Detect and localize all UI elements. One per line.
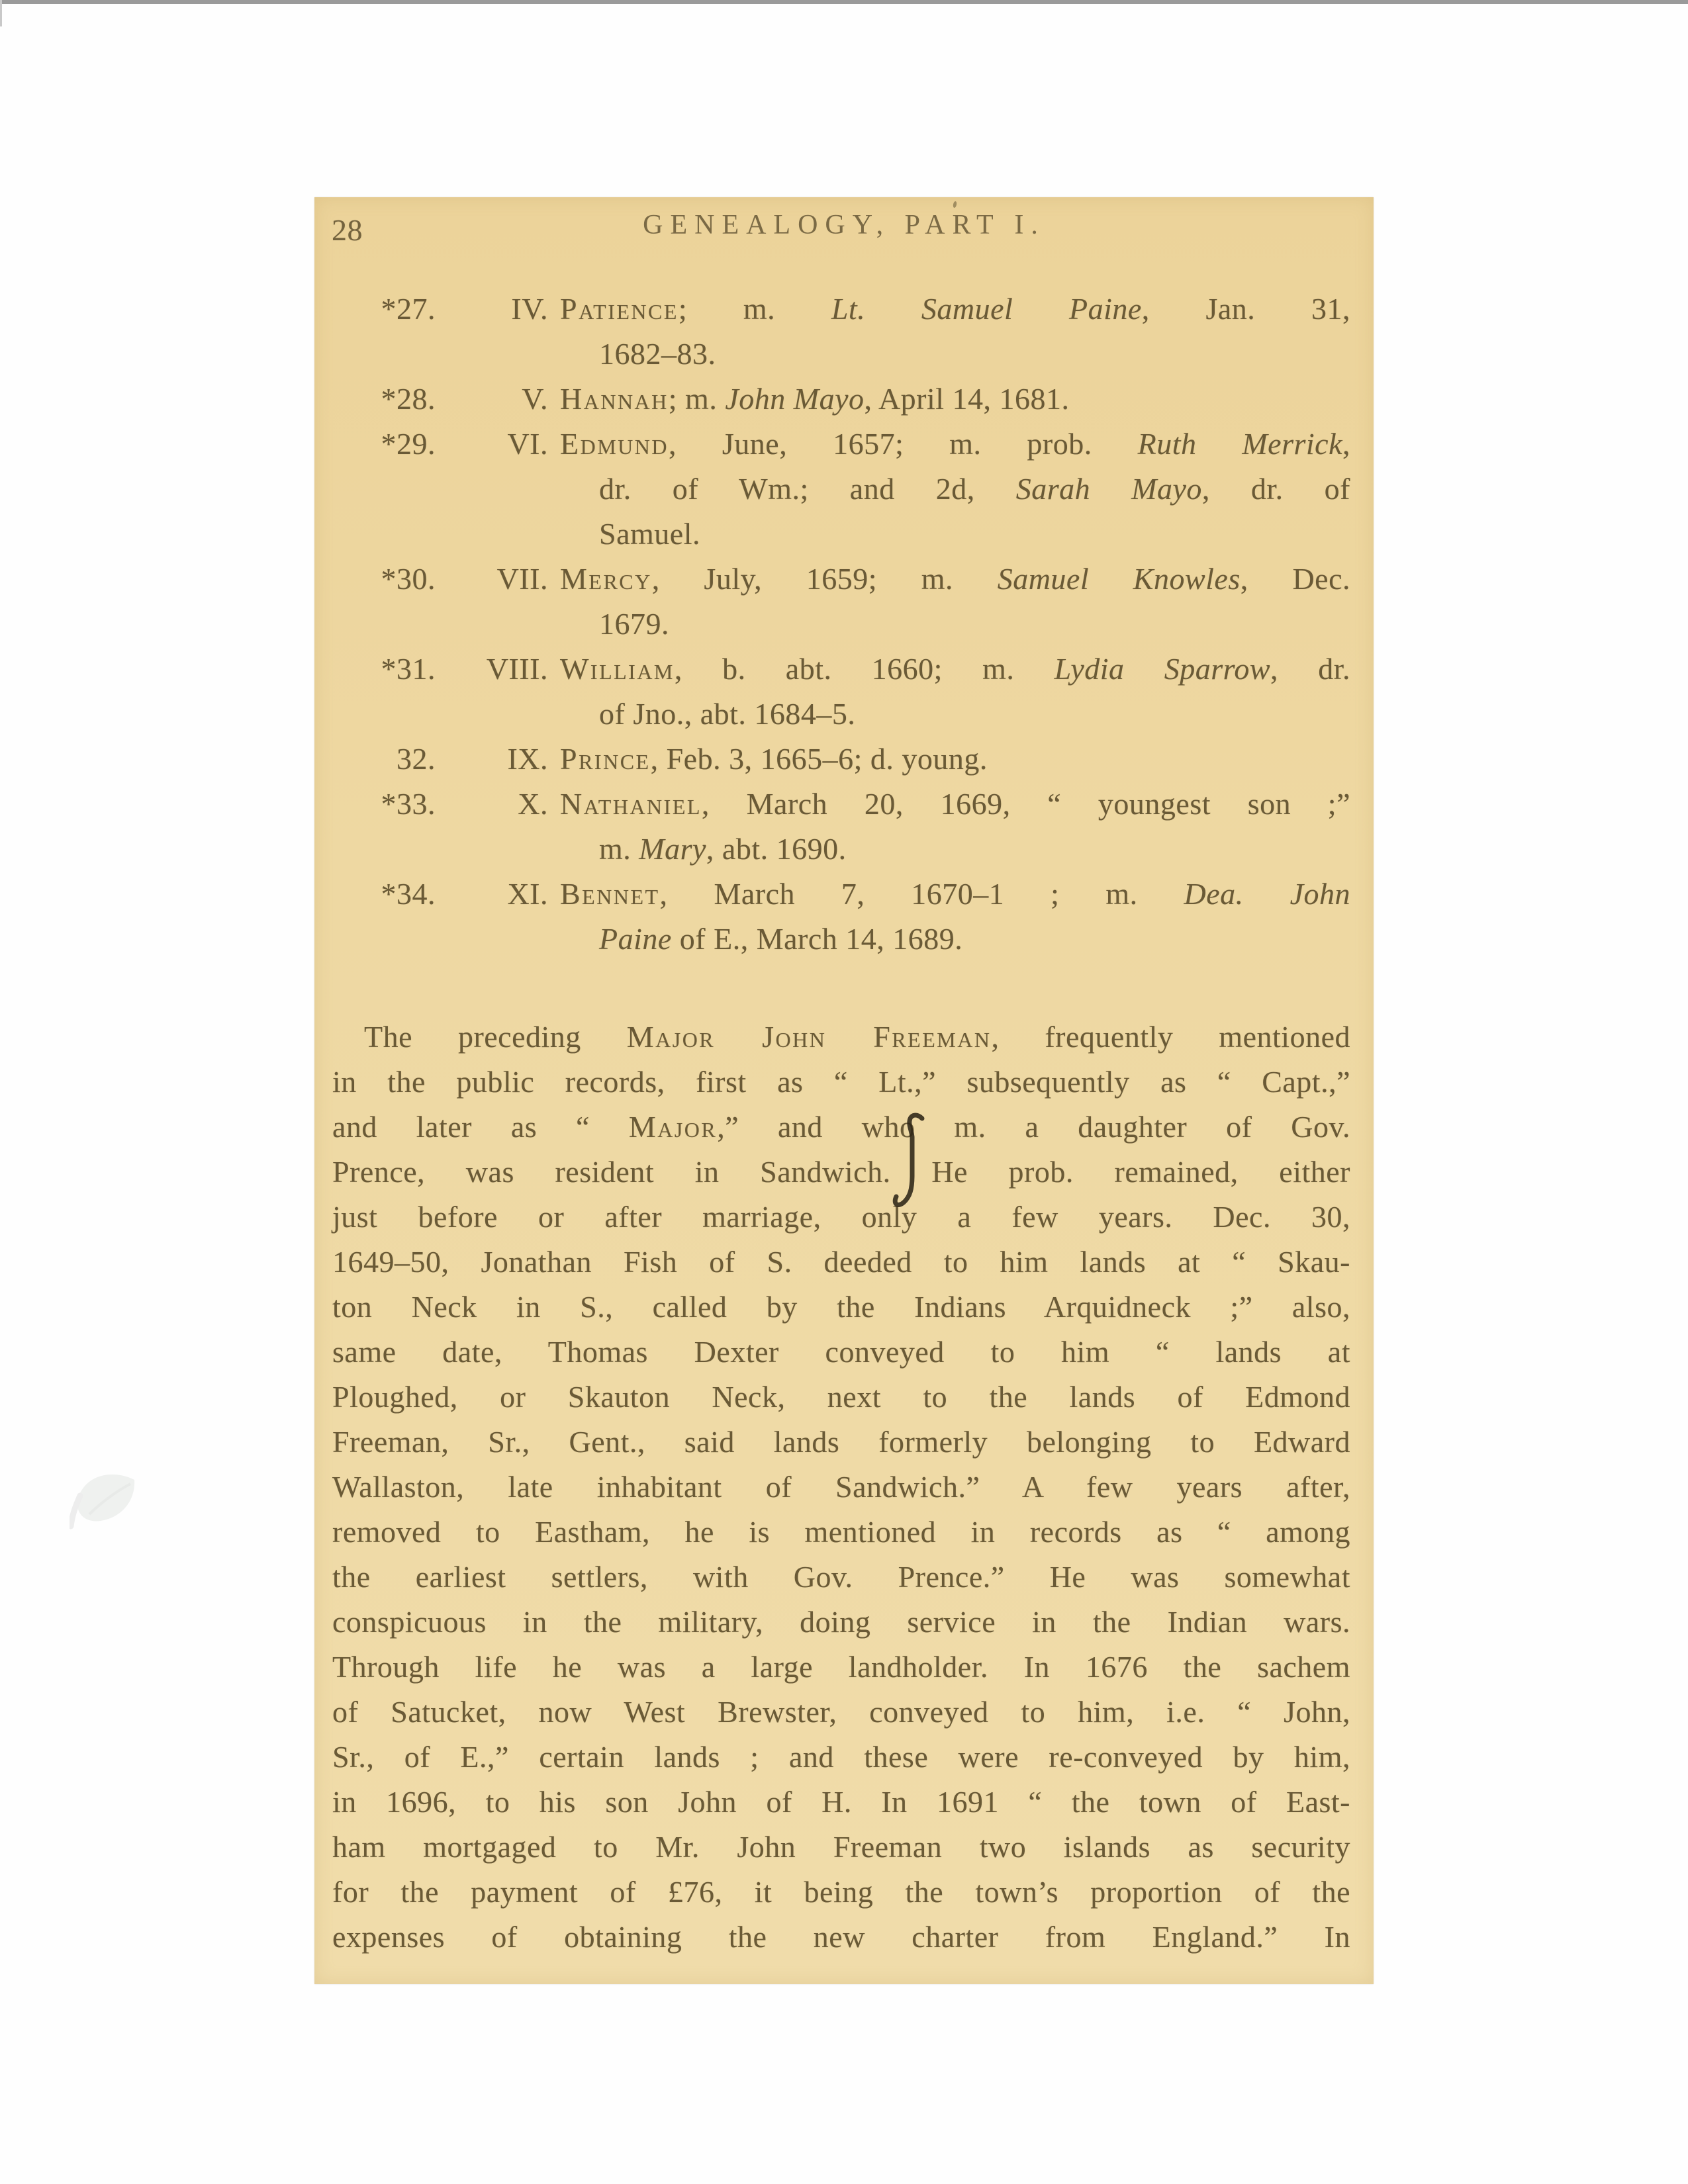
left-scan-edge-line [0, 0, 2, 26]
entry-text [560, 557, 1350, 602]
text-segment-p: for the payment of £76, it being the town’s proportion of the [332, 1875, 1350, 1909]
text-segment-sc: Edmund [560, 427, 669, 461]
text-segment-p: Freeman, Sr., Gent., said lands formerly belonging to Edward [332, 1425, 1350, 1459]
text-segment-p: of E., March 14, 1689. [671, 922, 963, 956]
text-segment-sc: Patience [560, 292, 679, 326]
text-segment-i: Samuel Knowles [997, 562, 1241, 596]
list-entry-continuation-line [599, 467, 1350, 512]
entry-text [560, 647, 1350, 692]
paragraph-line [332, 1600, 1350, 1645]
paragraph-line [332, 1015, 1350, 1060]
text-segment-p: ; m. [678, 292, 831, 326]
text-segment-p: Wallaston, late inhabitant of Sandwich.” A few years after, [332, 1470, 1350, 1504]
text-segment-sc: Prince [560, 742, 651, 776]
paragraph-line [332, 1870, 1350, 1915]
text-segment-p: expenses of obtaining the new charter from England.” In [332, 1920, 1350, 1954]
entry-roman-numeral: V. [522, 382, 548, 416]
text-segment-p: dr. of Wm.; and 2d, [599, 472, 1016, 506]
text-segment-p: , Jan. 31, [1141, 292, 1350, 326]
entry-text [560, 287, 1350, 332]
text-segment-p: Prence, was resident in Sandwich. He prob. remained, either [332, 1155, 1350, 1189]
text-segment-p: just before or after marriage, only a few years. Dec. 30, [332, 1200, 1350, 1234]
top-scan-edge-line [0, 0, 1688, 4]
text-segment-i: Lt. Samuel Paine [831, 292, 1142, 326]
text-segment-p: Sr., of E.,” certain lands ; and these were re-conveyed by him, [332, 1740, 1350, 1774]
paragraph-line [332, 1240, 1350, 1285]
page-number: 28 [332, 213, 363, 247]
text-segment-p: ton Neck in S., called by the Indians Arquidneck ;” also, [332, 1290, 1350, 1324]
paragraph-line [332, 1420, 1350, 1465]
text-segment-p: Through life he was a large landholder. In 1676 the sachem [332, 1650, 1350, 1684]
list-entry-first-line [340, 557, 1350, 602]
entry-number: *33. [381, 787, 436, 821]
text-segment-p: , June, 1657; m. prob. [669, 427, 1138, 461]
list-entry-first-line [340, 782, 1350, 827]
text-segment-sc: Major John Freeman [626, 1020, 992, 1054]
list-entry-first-line [340, 647, 1350, 692]
text-segment-p: in 1696, to his son John of H. In 1691 “ the town of East- [332, 1785, 1350, 1819]
paragraph-line [332, 1735, 1350, 1780]
entry-roman-numeral: VIII. [486, 652, 548, 686]
paragraph-line [332, 1555, 1350, 1600]
text-segment-p: , frequently mentioned [991, 1020, 1350, 1054]
text-segment-p: conspicuous in the military, doing service in the Indian wars. [332, 1605, 1350, 1639]
entry-text [560, 377, 1350, 422]
scan-page [314, 197, 1374, 1984]
text-segment-p: , March 20, 1669, “ youngest son ;” [701, 787, 1350, 821]
children-list [340, 287, 1350, 962]
paragraph-line [332, 1780, 1350, 1825]
text-segment-i: Ruth Merrick [1137, 427, 1343, 461]
ink-stroke-mark [892, 1112, 929, 1211]
text-segment-p: , [1342, 427, 1351, 461]
list-entry-continuation-line [599, 512, 1350, 557]
text-segment-p: , March 7, 1670–1 ; m. [659, 877, 1184, 911]
entry-text [560, 872, 1350, 917]
list-entry-continuation-line [599, 827, 1350, 872]
paragraph-line [332, 1915, 1350, 1960]
paragraph-line [332, 1060, 1350, 1105]
text-segment-p: , dr. of [1201, 472, 1350, 506]
list-entry-first-line [340, 422, 1350, 467]
text-segment-i: John Mayo [725, 382, 865, 416]
paragraph-line [332, 1375, 1350, 1420]
running-header: GENEALOGY, PART I. [643, 210, 1045, 240]
paragraph-line [332, 1825, 1350, 1870]
text-segment-p: The preceding [364, 1020, 627, 1054]
entry-roman-numeral: XI. [507, 877, 548, 911]
text-segment-p: of Satucket, now West Brewster, conveyed to him, i.e. “ John, [332, 1695, 1350, 1729]
list-entry-continuation-line [599, 917, 1350, 962]
paragraph-line [332, 1510, 1350, 1555]
text-segment-p: , April 14, 1681. [864, 382, 1070, 416]
paragraph-line [332, 1105, 1350, 1150]
list-entry-continuation-line [599, 332, 1350, 377]
paragraph-line [332, 1330, 1350, 1375]
entry-number: 32. [397, 742, 436, 776]
paragraph-line [332, 1690, 1350, 1735]
entry-text [560, 782, 1350, 827]
entry-roman-numeral: X. [518, 787, 548, 821]
text-segment-p: , dr. [1270, 652, 1351, 686]
text-segment-sc: Major [628, 1110, 718, 1144]
paragraph-line [332, 1150, 1350, 1195]
text-segment-p: same date, Thomas Dexter conveyed to him “ lands at [332, 1335, 1350, 1369]
text-segment-p: removed to Eastham, he is mentioned in records as “ among [332, 1515, 1350, 1549]
entry-number: *27. [381, 292, 436, 326]
text-segment-p: in the public records, first as “ Lt.,” subsequently as “ Capt.,” [332, 1065, 1350, 1099]
leaf-smudge-watermark [70, 1471, 148, 1531]
list-entry-first-line [340, 377, 1350, 422]
text-segment-sc: Mercy [560, 562, 652, 596]
entry-number: *31. [381, 652, 436, 686]
entry-roman-numeral: VI. [507, 427, 548, 461]
text-segment-p: Samuel. [599, 517, 700, 551]
text-segment-sc: William [560, 652, 675, 686]
text-segment-p: , abt. 1690. [706, 832, 847, 866]
entry-roman-numeral: IX. [507, 742, 548, 776]
list-entry-first-line [340, 872, 1350, 917]
text-segment-i: Lydia Sparrow [1054, 652, 1271, 686]
text-segment-i: Dea. John [1184, 877, 1350, 911]
text-segment-p: and later as “ [332, 1110, 629, 1144]
text-segment-sc: Hannah [560, 382, 669, 416]
entry-number: *34. [381, 877, 436, 911]
list-entry-continuation-line [599, 692, 1350, 737]
text-segment-p: m. [599, 832, 639, 866]
entry-roman-numeral: VII. [496, 562, 548, 596]
entry-text [560, 737, 1350, 782]
paragraph-line [332, 1285, 1350, 1330]
text-segment-sc: Bennet [560, 877, 660, 911]
text-segment-p: , Feb. 3, 1665–6; d. young. [650, 742, 988, 776]
list-entry-first-line [340, 737, 1350, 782]
text-segment-p: 1679. [599, 607, 669, 641]
paragraph-line [332, 1465, 1350, 1510]
paragraph-line [332, 1195, 1350, 1240]
list-entry-first-line [340, 287, 1350, 332]
text-segment-p: of Jno., abt. 1684–5. [599, 697, 856, 731]
text-segment-i: Paine [599, 922, 672, 956]
text-segment-p: , Dec. [1240, 562, 1350, 596]
text-segment-i: Sarah Mayo [1015, 472, 1202, 506]
list-entry-continuation-line [599, 602, 1350, 647]
entry-number: *28. [381, 382, 436, 416]
text-segment-p: the earliest settlers, with Gov. Prence.” He was somewhat [332, 1560, 1350, 1594]
text-segment-i: Mary [639, 832, 706, 866]
text-segment-p: ; m. [668, 382, 726, 416]
text-segment-p: Ploughed, or Skauton Neck, next to the lands of Edmond [332, 1380, 1350, 1414]
text-segment-p: 1682–83. [599, 337, 716, 371]
text-segment-p: ham mortgaged to Mr. John Freeman two islands as security [332, 1830, 1350, 1864]
biography-paragraph [332, 1015, 1350, 1960]
entry-text [560, 422, 1350, 467]
text-segment-p: , b. abt. 1660; m. [674, 652, 1055, 686]
paragraph-line [332, 1645, 1350, 1690]
entry-number: *29. [381, 427, 436, 461]
text-segment-p: 1649–50, Jonathan Fish of S. deeded to him lands at “ Skau- [332, 1245, 1350, 1279]
text-segment-p: ,” and who m. a daughter of Gov. [717, 1110, 1350, 1144]
entry-number: *30. [381, 562, 436, 596]
entry-roman-numeral: IV. [511, 292, 548, 326]
text-segment-sc: Nathaniel [560, 787, 702, 821]
text-segment-p: , July, 1659; m. [651, 562, 998, 596]
ink-speck [953, 201, 957, 208]
